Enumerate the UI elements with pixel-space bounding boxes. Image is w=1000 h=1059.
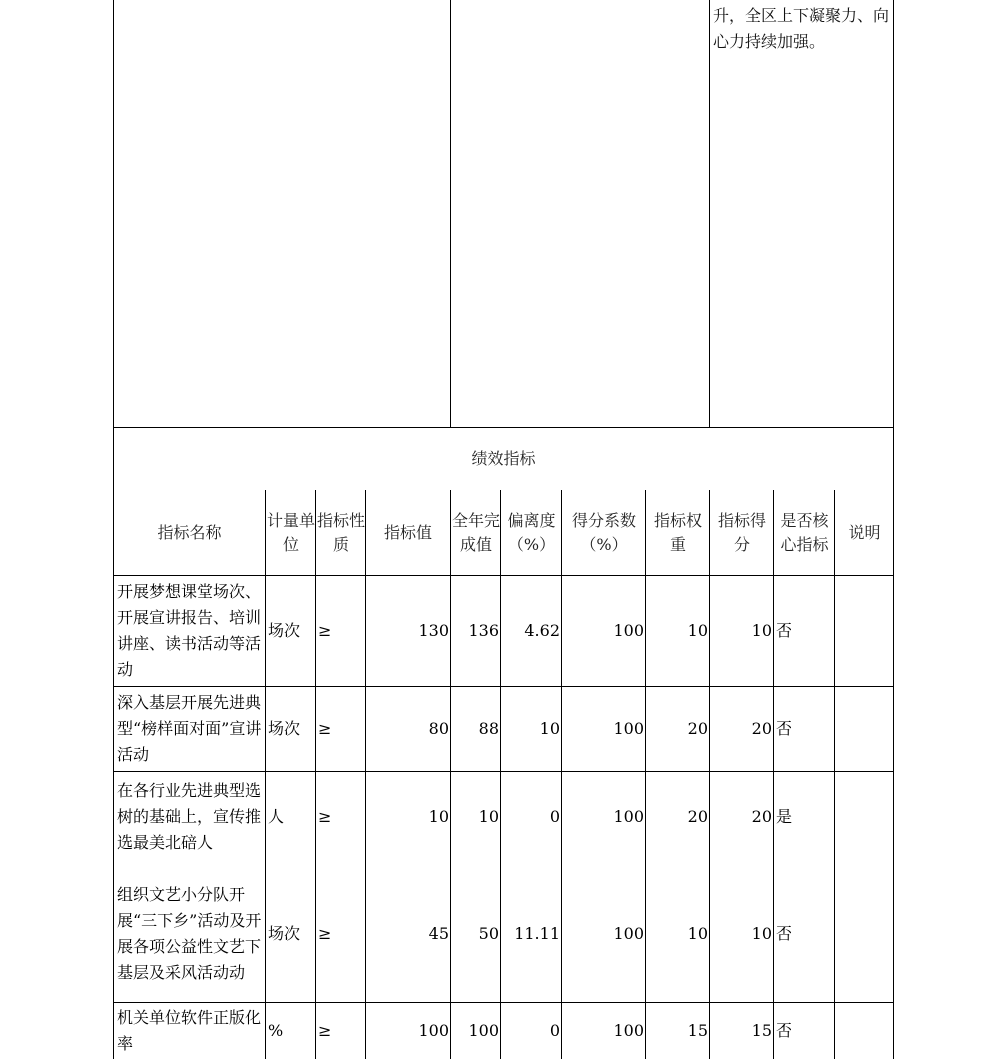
- header-weight: 指标权重: [653, 511, 702, 554]
- row-4-unit: 场次: [268, 924, 301, 943]
- row-3-actual: 10: [478, 807, 499, 826]
- row-1-score: 10: [751, 621, 772, 640]
- row-4-score: 10: [751, 924, 772, 943]
- row-3-coef: 100: [613, 807, 644, 826]
- row-5-name: 机关单位软件正版化率: [117, 1008, 262, 1053]
- row-3-nature: ≥: [318, 807, 332, 826]
- row-3-score: 20: [751, 807, 772, 826]
- row-3-core: 是: [776, 807, 793, 826]
- row-1-unit: 场次: [268, 621, 301, 640]
- row-2-name: 深入基层开展先进典型“榜样面对面”宣讲活动: [117, 693, 262, 764]
- row-2-score: 20: [751, 719, 772, 738]
- row-5-weight: 15: [687, 1021, 708, 1040]
- row-4-note: [834, 866, 893, 1002]
- row-2-core: 否: [776, 719, 793, 738]
- row-1-nature: ≥: [318, 621, 332, 640]
- row-3-deviation: 0: [549, 807, 560, 826]
- row-1-deviation: 4.62: [524, 621, 560, 640]
- row-2-unit: 场次: [268, 719, 301, 738]
- row-2-deviation: 10: [539, 719, 560, 738]
- row-5-score: 15: [751, 1021, 772, 1040]
- row-2-nature: ≥: [318, 719, 332, 738]
- row-2-weight: 20: [687, 719, 708, 738]
- row-3-unit: 人: [268, 807, 285, 826]
- row-1-weight: 10: [687, 621, 708, 640]
- header-actual: 全年完成值: [452, 511, 501, 554]
- header-deviation: 偏离度（%）: [507, 511, 556, 554]
- row-1-actual: 136: [468, 621, 499, 640]
- row-2-target: 80: [428, 719, 449, 738]
- row-2-coef: 100: [613, 719, 644, 738]
- header-coef: 得分系数（%）: [571, 511, 636, 554]
- top-divider-2: [709, 0, 710, 428]
- top-divider-1: [450, 0, 451, 428]
- row-4-actual: 50: [478, 924, 499, 943]
- header-target: 指标值: [383, 523, 432, 542]
- row-5-nature: ≥: [318, 1021, 332, 1040]
- row-3-target: 10: [428, 807, 449, 826]
- row-3-note: [834, 772, 893, 862]
- row-3-weight: 20: [687, 807, 708, 826]
- row-4-nature: ≥: [318, 924, 332, 943]
- row-4-deviation: 11.11: [514, 924, 560, 943]
- top-right-text: 升，全区上下凝聚力、向心力持续加强。: [713, 6, 890, 51]
- row-1-target: 130: [418, 621, 449, 640]
- row-5-actual: 100: [468, 1021, 499, 1040]
- right-border: [893, 0, 894, 1059]
- row-3-name: 在各行业先进典型选树的基础上，宣传推选最美北碚人: [117, 781, 262, 852]
- row-4-target: 45: [428, 924, 449, 943]
- top-block-bottom: [113, 427, 894, 428]
- row-5-target: 100: [418, 1021, 449, 1040]
- row-4-name: 组织文艺小分队开展“三下乡”活动及开展各项公益性文艺下基层及采风活动动: [117, 885, 262, 982]
- row-5-coef: 100: [613, 1021, 644, 1040]
- row-5-core: 否: [776, 1021, 793, 1040]
- header-unit: 计量单位: [267, 511, 316, 554]
- header-nature: 指标性质: [317, 511, 366, 554]
- row-1-name: 开展梦想课堂场次、开展宣讲报告、培训讲座、读书活动等活动: [117, 582, 262, 679]
- row-5-note: [834, 1003, 893, 1059]
- row-1-coef: 100: [613, 621, 644, 640]
- row-4-weight: 10: [687, 924, 708, 943]
- header-note: 说明: [848, 523, 881, 542]
- row-1-core: 否: [776, 621, 793, 640]
- row-1-note: [834, 576, 893, 686]
- row-2-note: [834, 687, 893, 771]
- row-5-unit: %: [268, 1021, 284, 1040]
- header-core: 是否核心指标: [780, 511, 829, 554]
- row-4-core: 否: [776, 924, 793, 943]
- header-score: 指标得分: [717, 511, 766, 554]
- row-5-deviation: 0: [549, 1021, 560, 1040]
- header-name: 指标名称: [157, 523, 222, 542]
- row-4-coef: 100: [613, 924, 644, 943]
- row-2-actual: 88: [478, 719, 499, 738]
- section-title: 绩效指标: [471, 449, 536, 468]
